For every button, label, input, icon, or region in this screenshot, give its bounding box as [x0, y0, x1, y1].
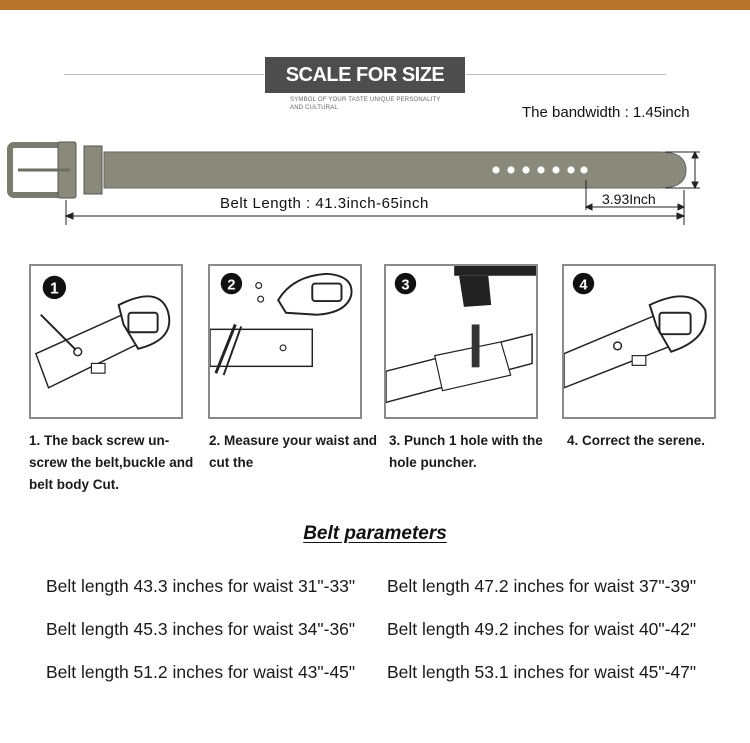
tip-length-label: 3.93Inch	[602, 191, 656, 207]
step-4-caption: 4. Correct the serene.	[567, 433, 706, 448]
step-2-illustration	[208, 264, 362, 419]
buckle-icon	[10, 142, 102, 198]
svg-text:2: 2	[227, 277, 236, 294]
top-accent-bar	[0, 0, 750, 10]
belt-length-label: Belt Length : 41.3inch-65inch	[220, 195, 429, 212]
section-title: SCALE FOR SIZE	[265, 57, 465, 93]
parameter-item: Belt length 43.3 inches for waist 31"-33"	[46, 576, 356, 596]
parameter-item: Belt length 51.2 inches for waist 43"-45"	[46, 662, 356, 682]
step-3-caption: 3. Punch 1 hole with the hole puncher.	[389, 433, 543, 470]
bandwidth-label: The bandwidth : 1.45inch	[522, 104, 690, 121]
parameter-item: Belt length 49.2 inches for waist 40"-42"	[387, 619, 697, 639]
parameter-item: Belt length 47.2 inches for waist 37"-39"	[387, 576, 697, 596]
step-1-caption: 1. The back screw un-screw the belt,buckle and belt body Cut.	[29, 433, 194, 492]
belt-diagram	[0, 130, 750, 230]
svg-text:3: 3	[401, 277, 410, 294]
parameters-title: Belt parameters	[303, 523, 447, 544]
parameter-item: Belt length 53.1 inches for waist 45"-47"	[387, 662, 697, 682]
tagline: SYMBOL OF YOUR TASTE UNIQUE PERSONALITY AND CULTURAL	[290, 97, 441, 111]
step-1-illustration	[29, 264, 183, 419]
step-3-illustration	[384, 264, 538, 419]
svg-text:1: 1	[50, 280, 59, 298]
step-2-caption: 2. Measure your waist and cut the	[209, 433, 378, 470]
header-rule-left	[64, 74, 264, 75]
parameter-item: Belt length 45.3 inches for waist 34"-36"	[46, 619, 356, 639]
belt-strap	[104, 152, 686, 188]
header-rule-right	[466, 74, 666, 75]
svg-text:4: 4	[579, 277, 588, 294]
step-4-illustration	[562, 264, 716, 419]
